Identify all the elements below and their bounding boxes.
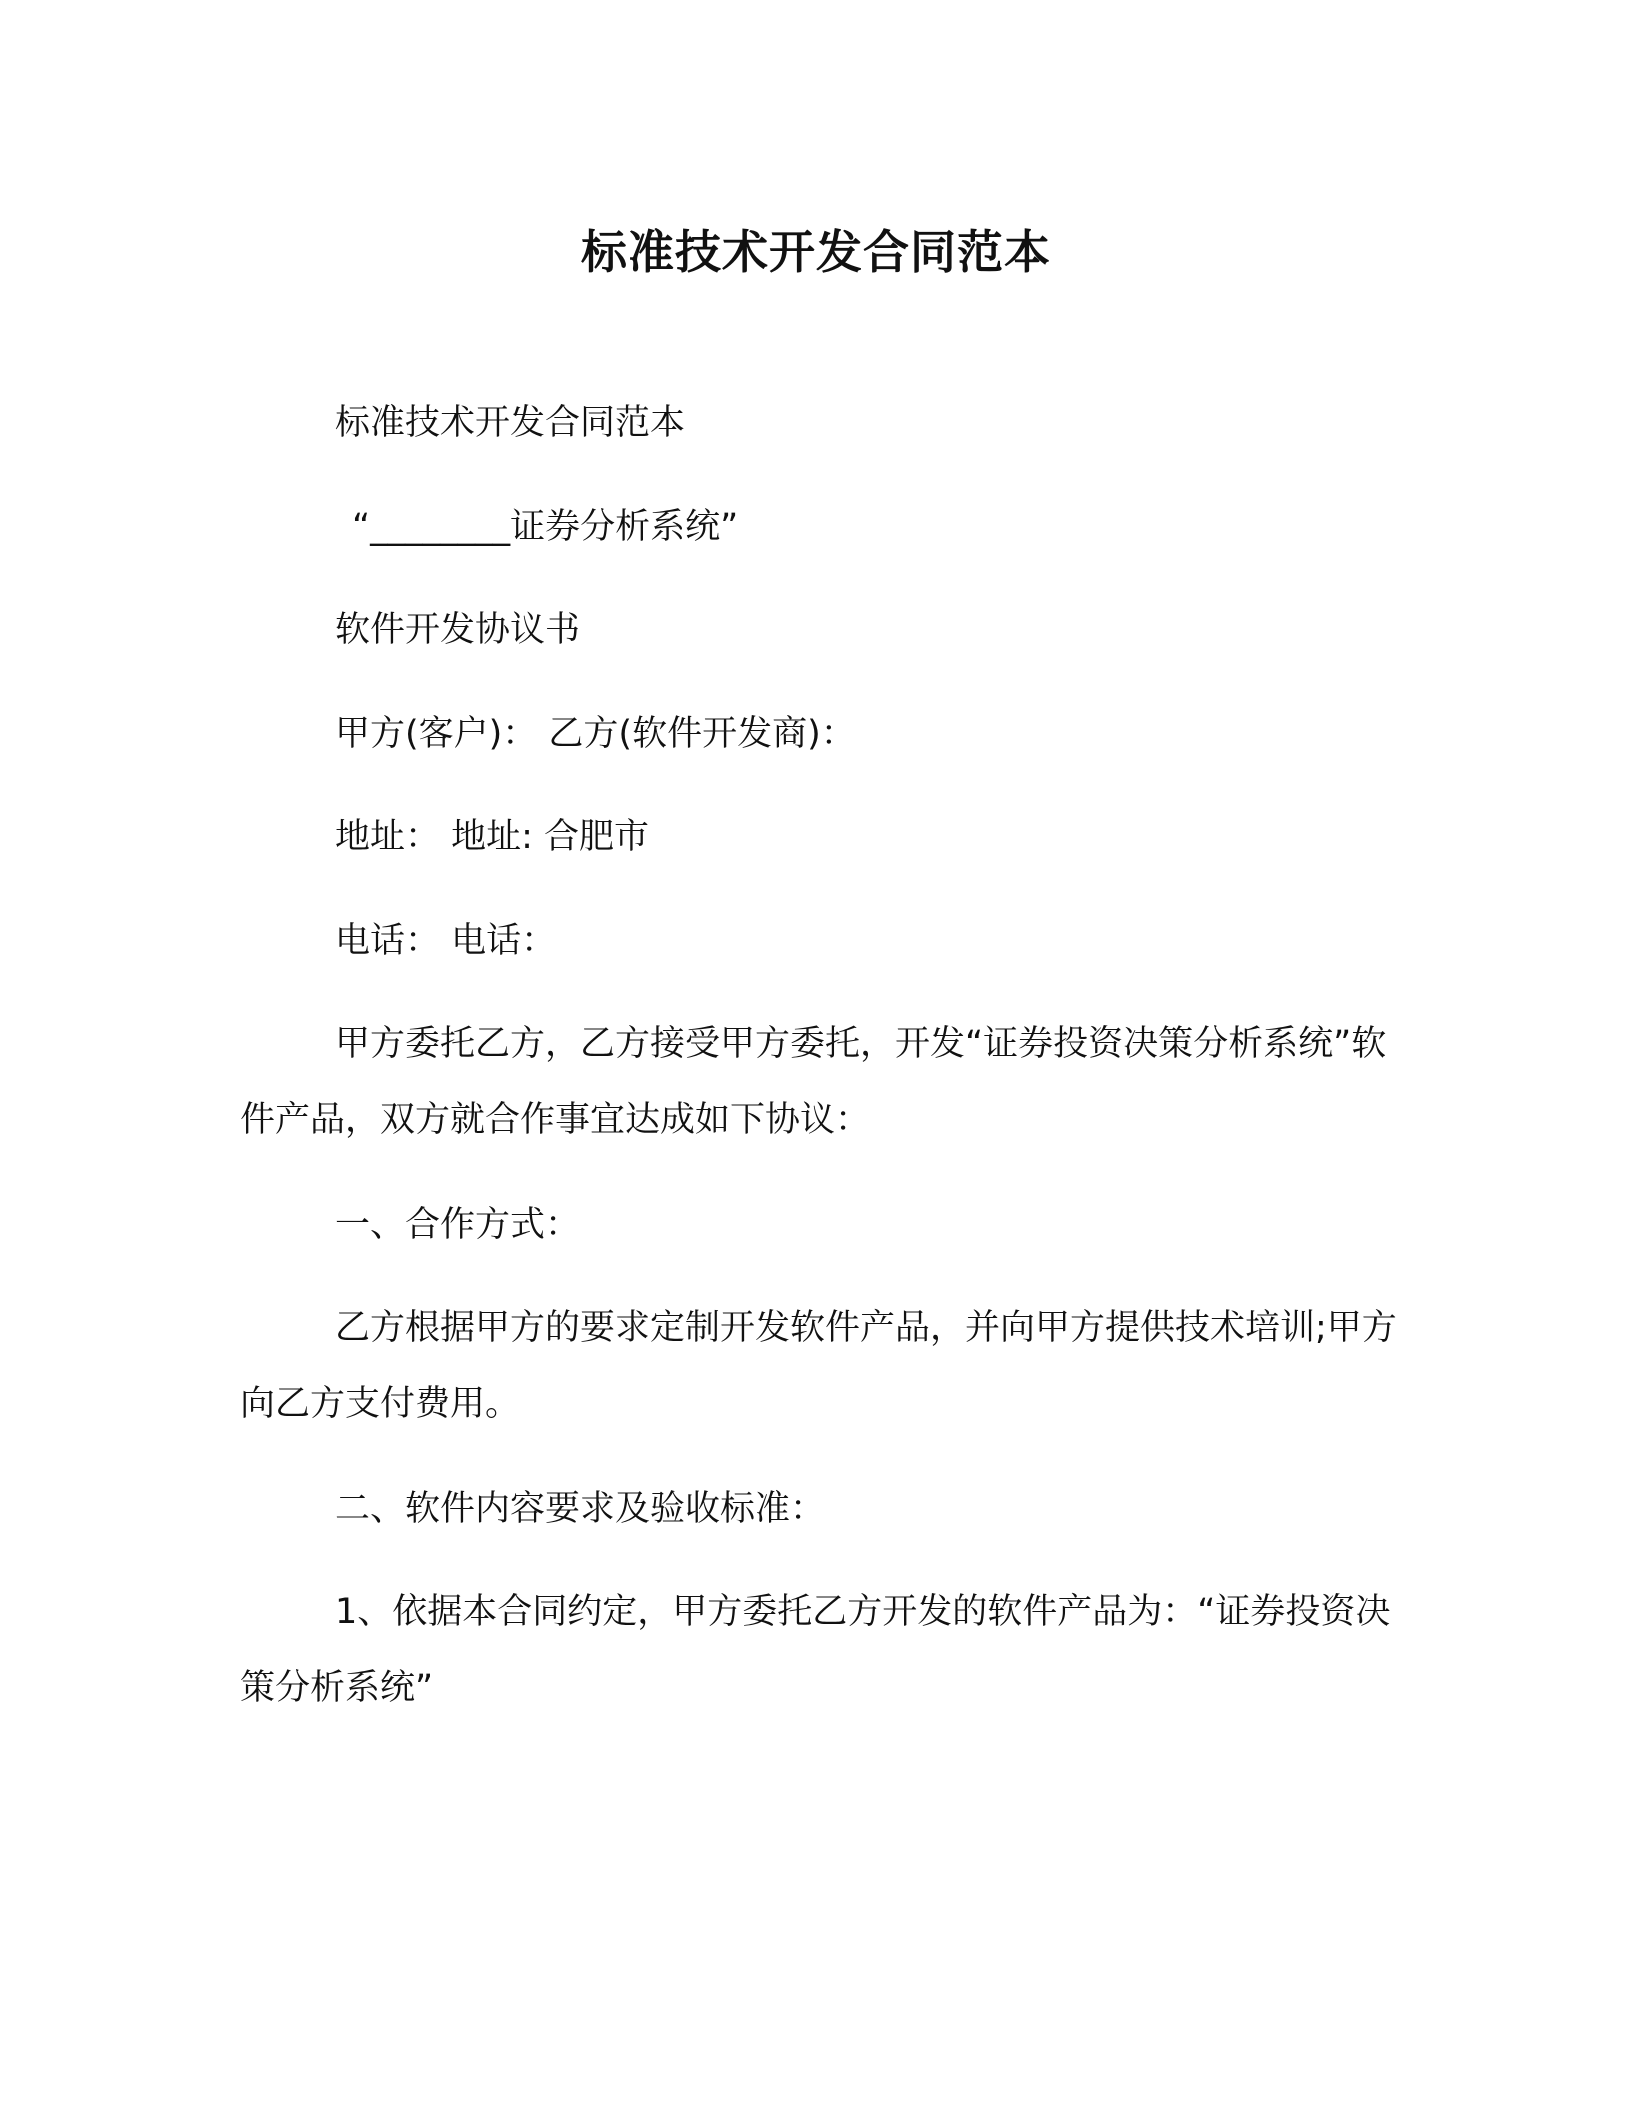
paragraph-parties: 甲方(客户)： 乙方(软件开发商)： <box>335 714 856 754</box>
section-heading-cooperation: 一、合作方式： <box>335 1205 581 1245</box>
section-heading-requirements: 二、软件内容要求及验收标准： <box>335 1489 826 1529</box>
paragraph-subtitle: 标准技术开发合同范本 <box>335 403 686 443</box>
paragraph-agreement-name: 软件开发协议书 <box>335 610 581 650</box>
paragraph-requirement-1: 1、依据本合同约定，甲方委托乙方开发的软件产品为：“证券投资决策分析系统” <box>240 1592 1391 1708</box>
paragraph-phone: 电话： 电话： <box>335 921 557 961</box>
paragraph-address: 地址： 地址: 合肥市 <box>335 817 650 857</box>
paragraph-system-name: “________证券分析系统” <box>352 507 739 547</box>
paragraph-entrustment: 甲方委托乙方，乙方接受甲方委托，开发“证券投资决策分析系统”软件产品，双方就合作事宜达成如下协议： <box>240 1024 1387 1140</box>
document-title: 标准技术开发合同范本 <box>581 225 1051 279</box>
paragraph-cooperation: 乙方根据甲方的要求定制开发软件产品，并向甲方提供技术培训;甲方向乙方支付费用。 <box>240 1308 1397 1424</box>
